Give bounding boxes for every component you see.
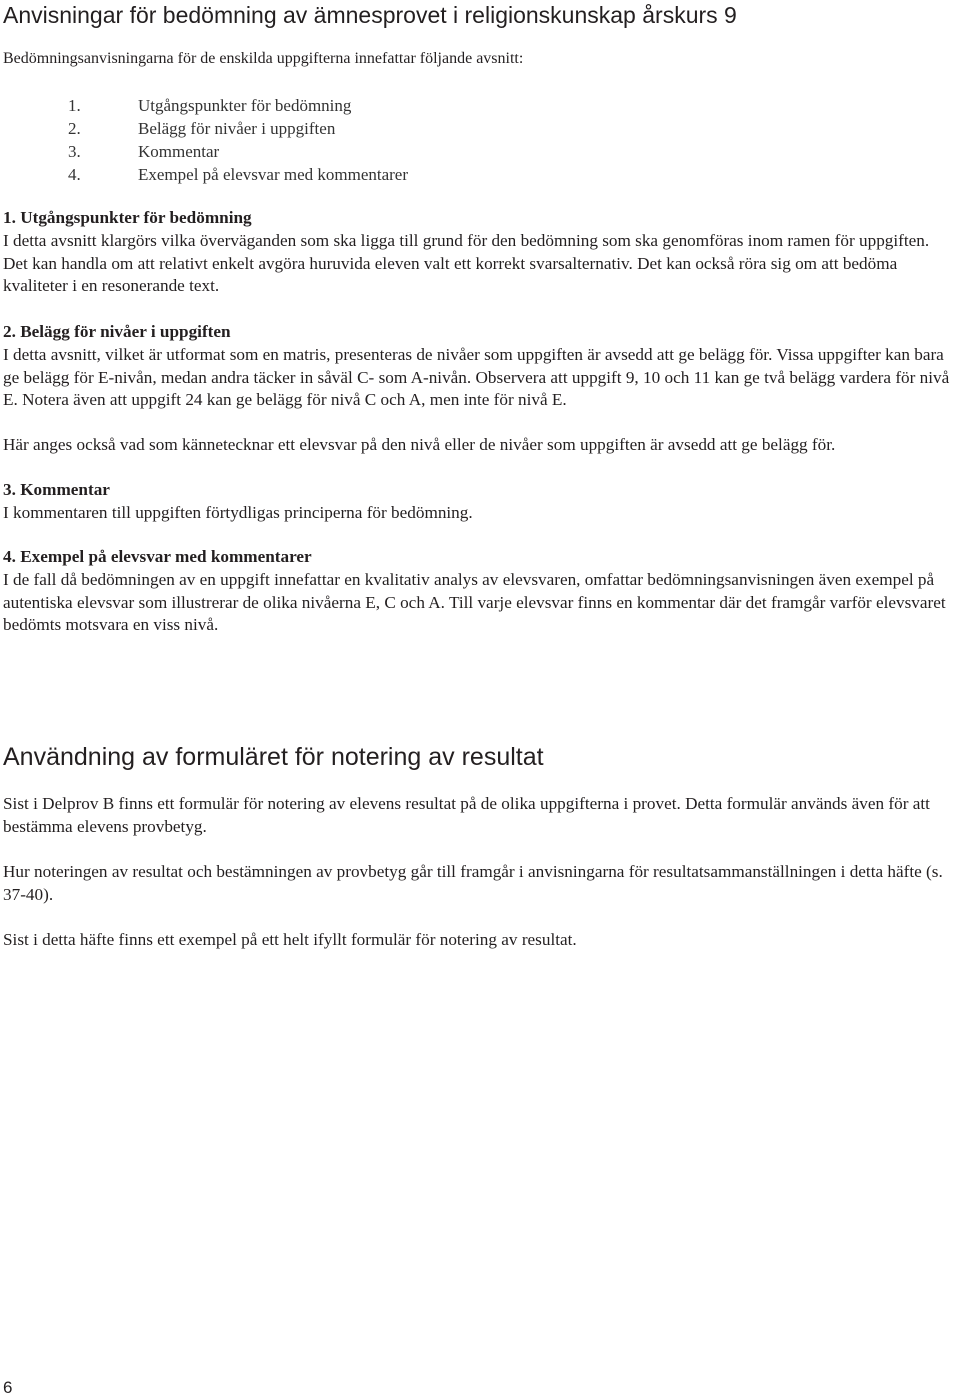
list-item: 3. Kommentar	[68, 142, 220, 161]
list-item: 2. Belägg för nivåer i uppgiften	[68, 119, 336, 138]
section-body: I kommentaren till uppgiften förtydligas principerna för bedömning.	[3, 502, 473, 522]
section-body: I de fall då bedömningen av en uppgift innefattar en kvalitativ analys av elevsvaren, omfattar bedömningsanvisningen även exempel på autentiska elevsvar som illustrerar de olika nivåerna E, C och A. Till varje elevsvar finns en kommentar där det framgår varför elevsvaret bedömts motsvara en viss nivå.	[3, 569, 946, 635]
page-title: Anvisningar för bedömning av ämnesprovet i religionskunskap årskurs 9	[3, 2, 737, 28]
list-item: 1. Utgångspunkter för bedömning	[68, 96, 352, 115]
section-4	[3, 546, 957, 637]
page-number: 6	[3, 1378, 13, 1397]
section-list	[68, 94, 408, 186]
section-body: I detta avsnitt, vilket är utformat som en matris, presenteras de nivåer som uppgiften är avsedd att ge belägg för. Vissa uppgifter kan bara ge belägg för E-nivån, medan andra täcker in såväl C- som A-nivån. Observera att uppgift 9, 10 och 11 kan ge två belägg vardera för nivå E. Notera även att uppgift 24 kan ge belägg för nivå C och A, men inte för nivå E.	[3, 344, 950, 410]
section-title-results-form: Användning av formuläret för notering av resultat	[3, 743, 544, 771]
section-heading: 3. Kommentar	[3, 480, 110, 499]
section-3	[3, 479, 957, 525]
section-2-note	[3, 434, 957, 457]
paragraph: Sist i Delprov B finns ett formulär för notering av elevens resultat på de olika uppgifterna i provet. Detta formulär används även för att bestämma elevens provbetyg.	[3, 794, 930, 836]
list-item: 4. Exempel på elevsvar med kommentarer	[68, 165, 408, 184]
section-heading: 4. Exempel på elevsvar med kommentarer	[3, 547, 312, 566]
intro-text: Bedömningsanvisningarna för de enskilda uppgifterna innefattar följande avsnitt:	[3, 50, 524, 67]
section-1	[3, 207, 957, 298]
section-body: I detta avsnitt klargörs vilka överväganden som ska ligga till grund för den bedömning som ska genomföras inom ramen för uppgiften. Det kan handla om att relativt enkelt avgöra huruvida eleven valt ett korrekt svarsalternativ. Det kan också röra sig om att bedöma kvaliteter i en resonerande text.	[3, 230, 930, 296]
paragraph: Hur noteringen av resultat och bestämningen av provbetyg går till framgår i anvisningarna för resultatsammanställningen i detta häfte (s. 37-40).	[3, 862, 943, 904]
section-heading: 2. Belägg för nivåer i uppgiften	[3, 322, 231, 341]
paragraph: Sist i detta häfte finns ett exempel på ett helt ifyllt formulär för notering av resultat.	[3, 930, 577, 949]
section-2	[3, 321, 957, 412]
section-heading: 1. Utgångspunkter för bedömning	[3, 208, 252, 227]
section-body: Här anges också vad som kännetecknar ett elevsvar på den nivå eller de nivåer som uppgiften är avsedd att ge belägg för.	[3, 435, 836, 454]
